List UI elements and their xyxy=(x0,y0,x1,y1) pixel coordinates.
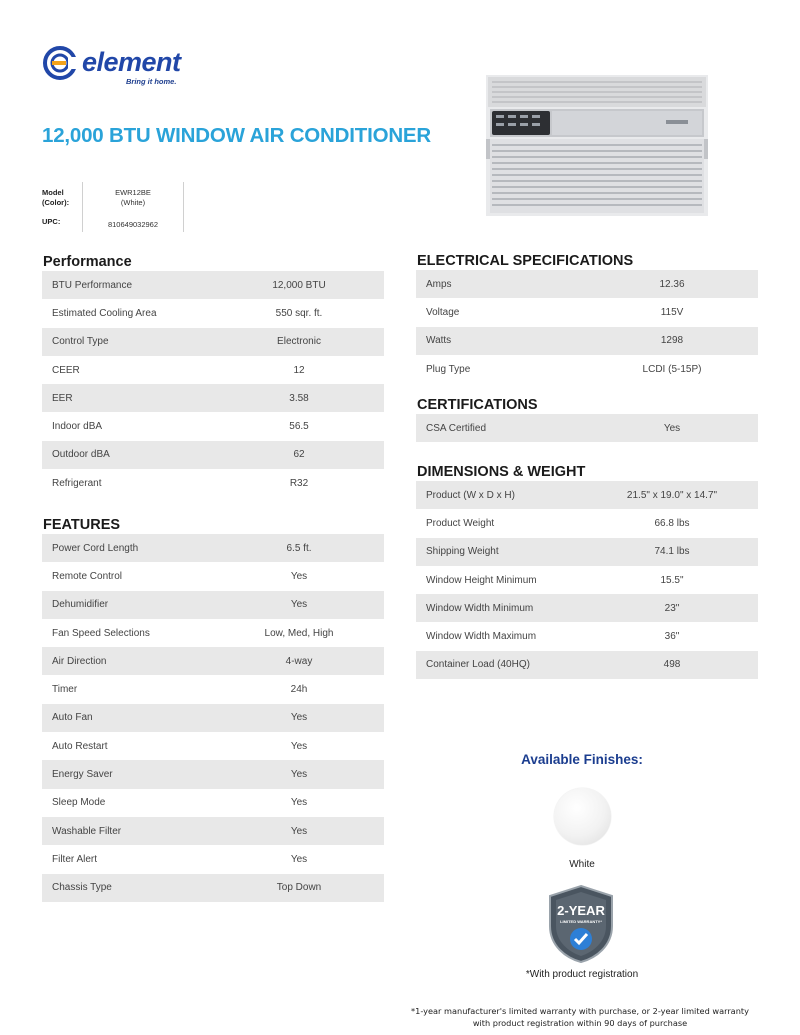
spec-value: 12,000 BTU xyxy=(272,279,326,291)
spec-label: Indoor dBA xyxy=(52,421,103,433)
model-label: Model xyxy=(42,188,64,197)
spec-value: 6.5 ft. xyxy=(286,542,312,554)
spec-label: Power Cord Length xyxy=(52,542,139,554)
spec-label: Auto Restart xyxy=(52,740,108,752)
page-title: 12,000 BTU WINDOW AIR CONDITIONER xyxy=(42,124,432,147)
spec-label: Energy Saver xyxy=(52,769,113,781)
table-row xyxy=(42,732,384,760)
table-row xyxy=(42,675,384,703)
spec-value: Yes xyxy=(290,570,308,582)
spec-label: Fan Speed Selections xyxy=(52,627,150,639)
spec-label: EER xyxy=(52,392,73,404)
finish-swatch-label: White xyxy=(569,859,595,870)
table-row xyxy=(42,619,384,647)
warranty-badge-sub: LIMITED WARRANTY* xyxy=(560,919,602,924)
warranty-footnote: *1-year manufacturer's limited warranty with purchase, or 2-year limited warranty with product registration within 90 days of purchase xyxy=(411,1006,749,1028)
spec-value: Yes xyxy=(663,422,681,434)
table-row xyxy=(42,384,384,412)
spec-value: Yes xyxy=(290,599,308,611)
table-row xyxy=(42,845,384,873)
table-row xyxy=(416,622,758,650)
spec-label: Product Weight xyxy=(426,517,495,529)
brand-logo xyxy=(42,44,202,88)
dimensions-heading: DIMENSIONS & WEIGHT xyxy=(417,464,586,480)
table-row xyxy=(416,566,758,594)
spec-value: Low, Med, High xyxy=(264,627,334,639)
spec-value: Yes xyxy=(290,797,308,809)
spec-value: 24h xyxy=(290,684,308,696)
spec-label: Voltage xyxy=(426,306,460,318)
spec-value: 115V xyxy=(660,306,684,318)
spec-value: 56.5 xyxy=(289,421,309,433)
spec-label: Refrigerant xyxy=(52,477,102,489)
model-info xyxy=(42,182,192,234)
spec-label: Remote Control xyxy=(52,570,123,582)
performance-heading: Performance xyxy=(43,254,132,270)
table-row xyxy=(416,651,758,679)
spec-value: Top Down xyxy=(276,882,322,894)
certifications-table xyxy=(416,414,758,442)
spec-label: Filter Alert xyxy=(52,853,98,865)
spec-value: Yes xyxy=(290,740,308,752)
spec-value: 62 xyxy=(293,449,305,461)
table-row xyxy=(42,534,384,562)
table-row xyxy=(416,327,758,355)
spec-value: LCDI (5-15P) xyxy=(642,363,702,375)
spec-label: Watts xyxy=(426,335,452,347)
spec-value: 3.58 xyxy=(289,392,309,404)
spec-label: Washable Filter xyxy=(52,825,122,837)
spec-label: Amps xyxy=(426,278,452,290)
spec-label: Air Direction xyxy=(52,655,107,667)
table-row xyxy=(416,509,758,537)
spec-label: Sleep Mode xyxy=(52,797,106,809)
spec-label: Window Width Minimum xyxy=(426,602,534,614)
spec-label: Outdoor dBA xyxy=(52,449,110,461)
spec-value: 498 xyxy=(663,659,681,671)
table-row xyxy=(42,817,384,845)
features-table xyxy=(42,534,384,902)
registration-note: *With product registration xyxy=(525,969,639,980)
color-label: (Color): xyxy=(42,198,70,207)
spec-label: Window Height Minimum xyxy=(426,574,537,586)
table-row xyxy=(416,270,758,298)
table-row xyxy=(42,469,384,497)
model-divider xyxy=(82,182,83,232)
spec-value: Yes xyxy=(290,853,308,865)
brand-name: element xyxy=(82,47,181,77)
table-row xyxy=(416,594,758,622)
spec-label: BTU Performance xyxy=(52,279,133,291)
upc-value: 810649032962 xyxy=(107,220,159,229)
spec-label: Product (W x D x H) xyxy=(426,489,515,501)
features-heading: FEATURES xyxy=(43,517,121,533)
electrical-table xyxy=(416,270,758,383)
table-row xyxy=(42,271,384,299)
table-row xyxy=(416,414,758,442)
spec-value: 1298 xyxy=(660,335,684,347)
spec-label: CEER xyxy=(52,364,80,376)
spec-value: 4-way xyxy=(285,655,313,667)
spec-value: 15.5" xyxy=(660,574,684,586)
brand-tagline: Bring it home. xyxy=(126,77,177,86)
dimensions-table xyxy=(416,481,758,679)
electrical-heading: ELECTRICAL SPECIFICATIONS xyxy=(417,253,634,269)
spec-label: Dehumidifier xyxy=(52,599,109,611)
spec-value: 66.8 lbs xyxy=(654,517,690,529)
spec-value: R32 xyxy=(289,477,309,489)
color-value: (White) xyxy=(120,198,146,207)
table-row xyxy=(42,704,384,732)
table-row xyxy=(42,328,384,356)
table-row xyxy=(42,760,384,788)
spec-value: Electronic xyxy=(277,336,321,348)
spec-value: 36" xyxy=(664,631,680,643)
air-conditioner-image xyxy=(486,75,708,216)
table-row xyxy=(42,441,384,469)
spec-label: Window Width Maximum xyxy=(426,631,537,643)
spec-label: CSA Certified xyxy=(426,422,487,434)
spec-value: 23" xyxy=(664,602,680,614)
table-row xyxy=(416,481,758,509)
element-logo-icon xyxy=(42,44,80,82)
finish-swatch-white xyxy=(554,788,611,845)
table-row xyxy=(42,412,384,440)
spec-value: 74.1 lbs xyxy=(654,546,690,558)
spec-label: Plug Type xyxy=(426,363,471,375)
spec-value: 550 sqr. ft. xyxy=(275,307,323,319)
spec-value: Yes xyxy=(290,769,308,781)
table-row xyxy=(416,355,758,383)
spec-label: Container Load (40HQ) xyxy=(426,659,530,671)
spec-value: 12.36 xyxy=(659,278,685,290)
spec-label: Estimated Cooling Area xyxy=(52,307,157,319)
table-row xyxy=(42,647,384,675)
table-row xyxy=(416,538,758,566)
performance-table xyxy=(42,271,384,497)
spec-label: Chassis Type xyxy=(52,882,112,894)
spec-label: Auto Fan xyxy=(52,712,93,724)
warranty-badge-main: 2-YEAR xyxy=(557,903,605,918)
spec-label: Control Type xyxy=(52,336,109,348)
table-row xyxy=(42,562,384,590)
spec-value: 12 xyxy=(293,364,305,376)
finishes-heading: Available Finishes: xyxy=(521,752,643,767)
table-row xyxy=(42,356,384,384)
spec-value: Yes xyxy=(290,712,308,724)
model-divider-right xyxy=(183,182,184,232)
spec-label: Timer xyxy=(52,684,78,696)
table-row xyxy=(42,874,384,902)
table-row xyxy=(42,789,384,817)
spec-value: 21.5" x 19.0" x 14.7" xyxy=(626,489,718,501)
table-row xyxy=(42,299,384,327)
model-value: EWR12BE xyxy=(115,188,151,197)
table-row xyxy=(42,591,384,619)
upc-label: UPC: xyxy=(42,217,61,226)
warranty-shield-icon xyxy=(546,884,616,964)
spec-value: Yes xyxy=(290,825,308,837)
spec-label: Shipping Weight xyxy=(426,546,499,558)
certifications-heading: CERTIFICATIONS xyxy=(417,397,538,413)
table-row xyxy=(416,298,758,326)
